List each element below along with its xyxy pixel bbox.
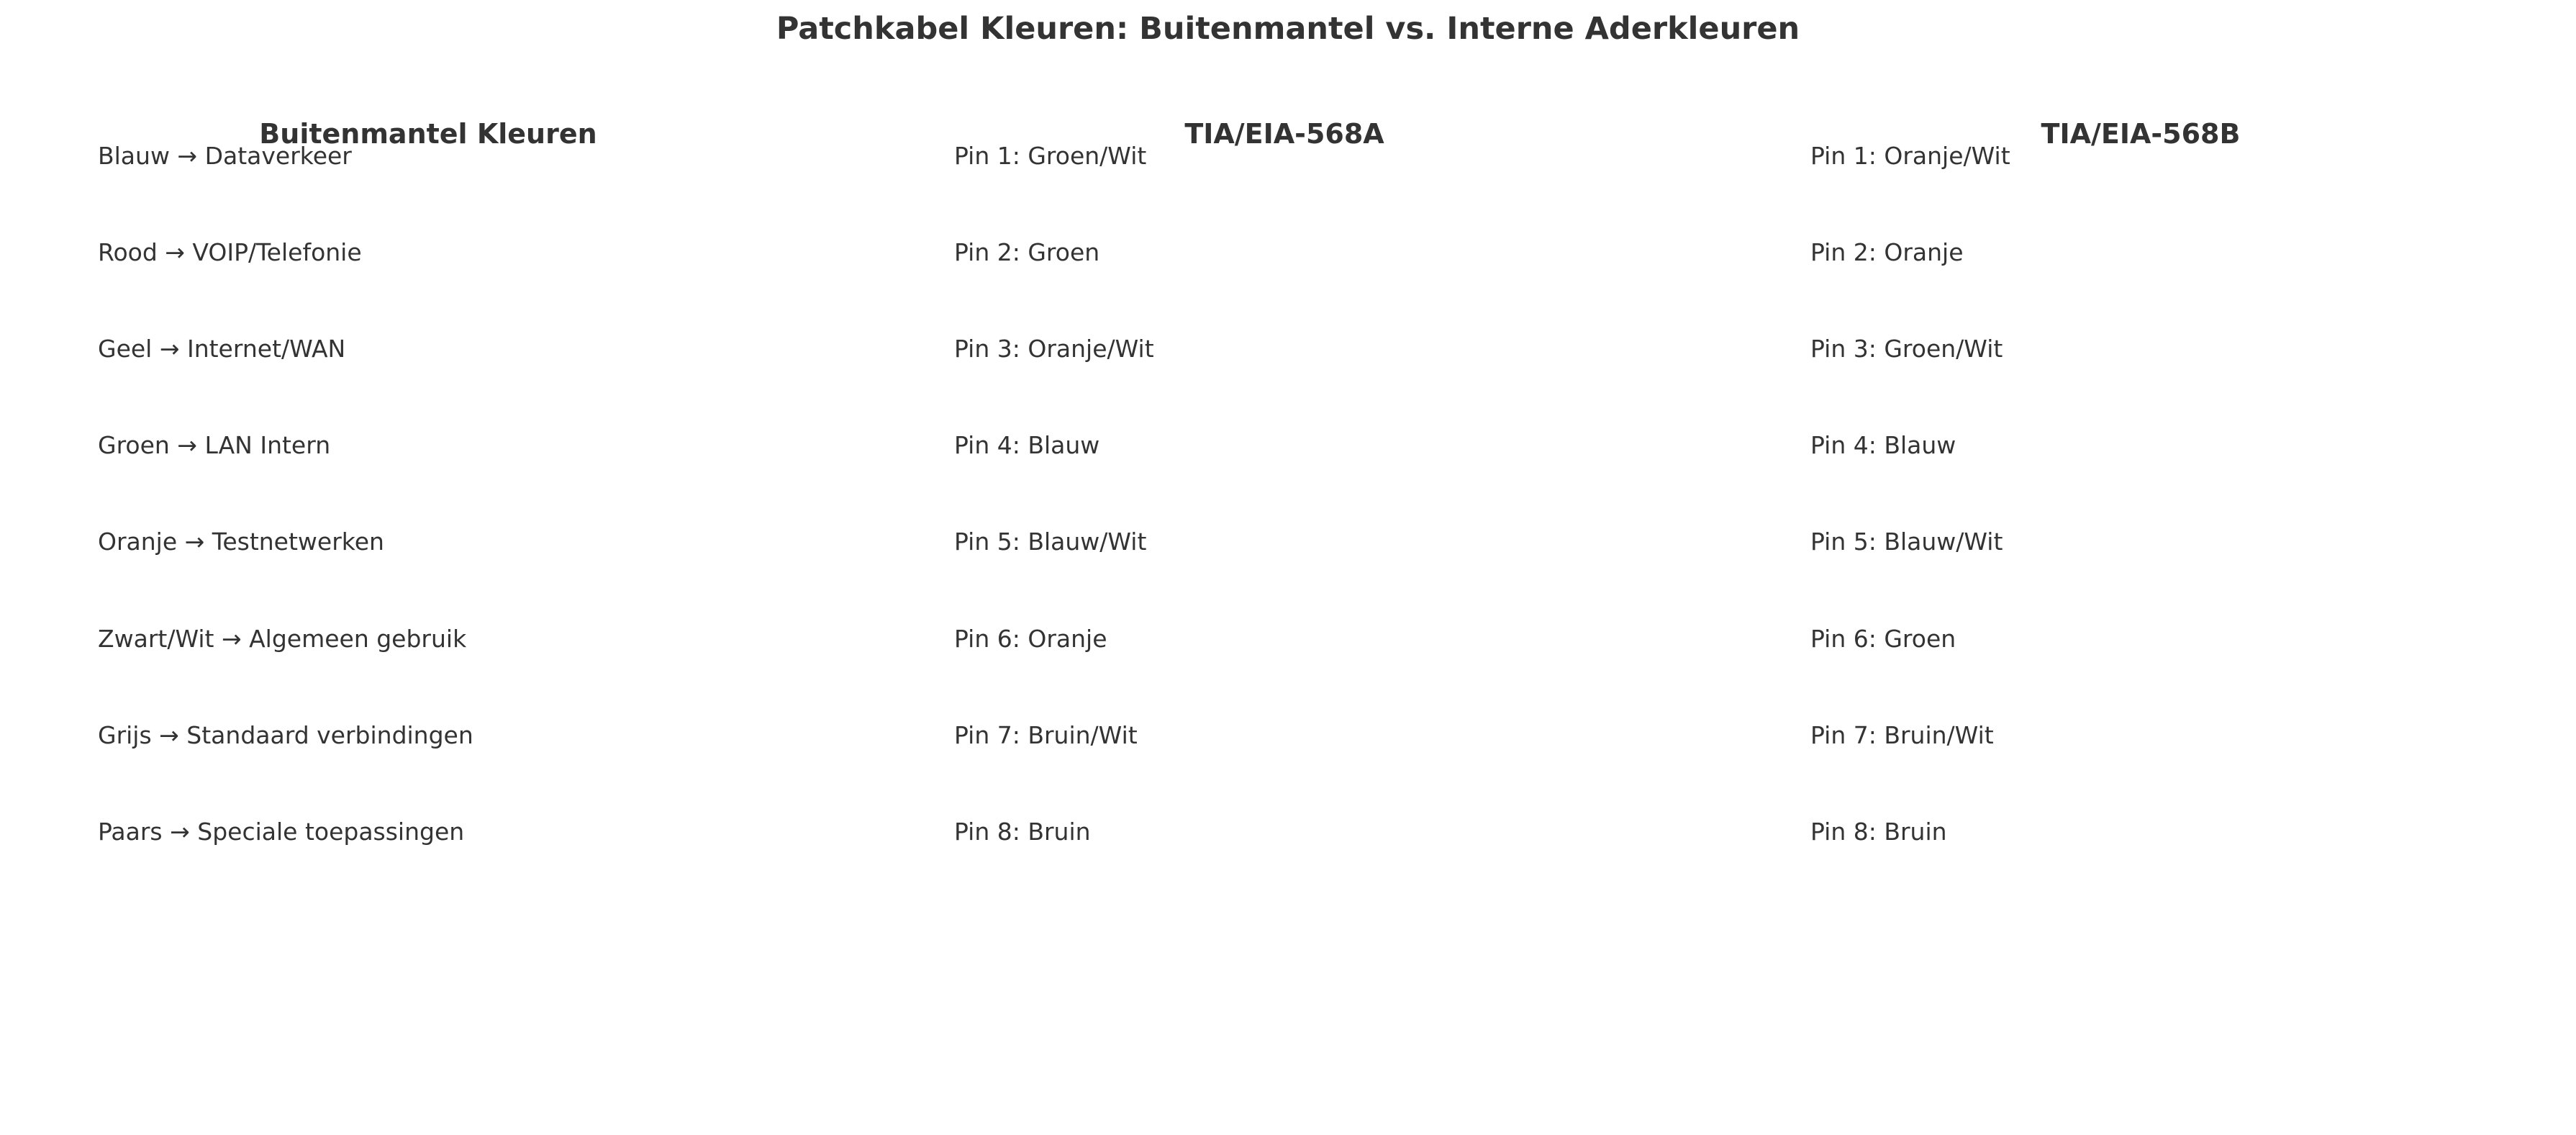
column-tia-eia-568b [1713, 0, 2569, 1135]
list-item: Pin 5: Blauw/Wit [954, 528, 1147, 556]
page-title: Patchkabel Kleuren: Buitenmantel vs. Interne Aderkleuren [776, 11, 1800, 47]
list-item: Pin 1: Oranje/Wit [1810, 142, 2010, 170]
list-item: Pin 8: Bruin [1810, 818, 1947, 846]
list-item: Oranje → Testnetwerken [98, 528, 384, 556]
list-item: Pin 3: Groen/Wit [1810, 335, 2003, 363]
list-item: Pin 3: Oranje/Wit [954, 335, 1154, 363]
column-heading: TIA/EIA-568A [1184, 118, 1384, 150]
list-item: Blauw → Dataverkeer [98, 142, 352, 170]
list-item: Pin 6: Groen [1810, 625, 1956, 653]
entry-list [98, 0, 846, 1135]
list-item: Pin 2: Groen [954, 238, 1100, 266]
list-item: Pin 5: Blauw/Wit [1810, 528, 2003, 556]
list-item: Pin 4: Blauw [1810, 431, 1956, 459]
column-heading: TIA/EIA-568B [2041, 118, 2241, 150]
list-item: Pin 8: Bruin [954, 818, 1091, 846]
list-item: Groen → LAN Intern [98, 431, 331, 459]
list-item: Geel → Internet/WAN [98, 335, 346, 363]
list-item: Rood → VOIP/Telefonie [98, 238, 362, 266]
entry-list [1810, 0, 2559, 1135]
entry-list [954, 0, 1702, 1135]
column-tia-eia-568a [856, 0, 1713, 1135]
list-item: Pin 2: Oranje [1810, 238, 1964, 266]
list-item: Pin 7: Bruin/Wit [954, 721, 1138, 749]
column-buitenmantel-kleuren [0, 0, 856, 1135]
list-item: Pin 4: Blauw [954, 431, 1100, 459]
list-item: Pin 6: Oranje [954, 625, 1107, 653]
list-item: Grijs → Standaard verbindingen [98, 721, 473, 749]
list-item: Zwart/Wit → Algemeen gebruik [98, 625, 467, 653]
list-item: Pin 7: Bruin/Wit [1810, 721, 1994, 749]
list-item: Paars → Speciale toepassingen [98, 818, 465, 846]
list-item: Pin 1: Groen/Wit [954, 142, 1147, 170]
column-heading: Buitenmantel Kleuren [259, 118, 597, 150]
